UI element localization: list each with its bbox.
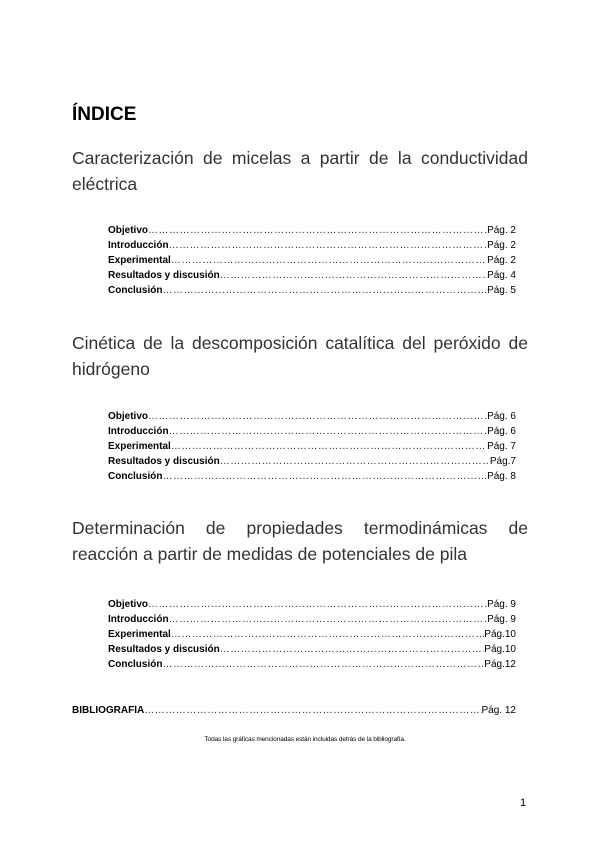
toc-entry-objetivo[interactable]	[108, 599, 516, 614]
toc-list-cinetica	[108, 411, 516, 486]
dot-leader	[144, 705, 481, 716]
toc-entry-introduccion[interactable]	[108, 240, 516, 255]
toc-entry-page: Pág. 8	[487, 471, 516, 482]
dot-leader	[220, 644, 485, 655]
toc-entry-label: Introducción	[108, 426, 169, 437]
toc-entry-introduccion[interactable]	[108, 614, 516, 629]
toc-entry-label: Experimental	[108, 629, 171, 640]
toc-entry-page: Pág. 12	[481, 705, 516, 716]
dot-leader	[169, 614, 488, 625]
toc-entry-page: Pág.10	[484, 629, 516, 640]
toc-entry-label: Objetivo	[108, 225, 149, 236]
dot-leader	[148, 599, 487, 610]
toc-entry-experimental[interactable]	[108, 255, 516, 270]
toc-entry-label: Objetivo	[108, 411, 149, 422]
toc-entry-label: Experimental	[108, 255, 171, 266]
toc-entry-label: Experimental	[108, 441, 171, 452]
dot-leader	[220, 270, 487, 281]
dot-leader	[169, 240, 488, 251]
page-number: 1	[520, 797, 527, 809]
toc-entry-page: Pág. 4	[487, 270, 516, 281]
dot-leader	[171, 441, 487, 452]
toc-entry-page: Pág. 9	[487, 599, 516, 610]
toc-entry-page: Pág.12	[484, 659, 516, 670]
page-title: ÍNDICE	[72, 104, 137, 125]
toc-entry-label: Conclusión	[108, 285, 163, 296]
toc-entry-label: Objetivo	[108, 599, 149, 610]
section-heading-cinetica: Cinética de la descomposición catalítica del peróxido de hidrógeno	[72, 333, 528, 379]
toc-entry-page: Pág. 2	[487, 240, 516, 251]
dot-leader	[162, 471, 487, 482]
toc-list-micelas	[108, 225, 516, 300]
toc-entry-resultados[interactable]	[108, 644, 516, 659]
toc-entry-experimental[interactable]	[108, 629, 516, 644]
toc-entry-label: BIBLIOGRAFÍA	[72, 705, 145, 716]
toc-entry-label: Conclusión	[108, 471, 163, 482]
dot-leader	[148, 225, 487, 236]
toc-entry-page: Pág. 5	[487, 285, 516, 296]
toc-list-termodinamica	[108, 599, 516, 674]
dot-leader	[162, 285, 487, 296]
toc-entry-label: Resultados y discusión	[108, 270, 220, 281]
dot-leader	[171, 255, 487, 266]
toc-entry-page: Pág. 6	[487, 426, 516, 437]
toc-entry-introduccion[interactable]	[108, 426, 516, 441]
toc-entry-resultados[interactable]	[108, 456, 516, 471]
toc-entry-bibliografia[interactable]	[72, 705, 516, 720]
dot-leader	[162, 659, 484, 670]
toc-entry-label: Introducción	[108, 240, 169, 251]
toc-entry-page: Pág. 6	[487, 411, 516, 422]
section-heading-micelas: Caracterización de micelas a partir de la conductividad eléctrica	[72, 148, 528, 194]
toc-entry-page: Pág. 9	[487, 614, 516, 625]
toc-entry-label: Conclusión	[108, 659, 163, 670]
dot-leader	[171, 629, 484, 640]
toc-entry-conclusion[interactable]	[108, 471, 516, 486]
toc-entry-resultados[interactable]	[108, 270, 516, 285]
toc-entry-page: Pág.10	[484, 644, 516, 655]
dot-leader	[220, 456, 490, 467]
toc-entry-conclusion[interactable]	[108, 285, 516, 300]
toc-entry-label: Resultados y discusión	[108, 644, 220, 655]
toc-entry-page: Pág.7	[489, 456, 516, 467]
toc-entry-page: Pág. 2	[487, 255, 516, 266]
toc-entry-page: Pág. 2	[487, 225, 516, 236]
toc-entry-experimental[interactable]	[108, 441, 516, 456]
toc-entry-page: Pág. 7	[487, 441, 516, 452]
toc-entry-objetivo[interactable]	[108, 411, 516, 426]
toc-entry-conclusion[interactable]	[108, 659, 516, 674]
dot-leader	[148, 411, 487, 422]
toc-entry-label: Resultados y discusión	[108, 456, 220, 467]
toc-entry-objetivo[interactable]	[108, 225, 516, 240]
toc-entry-label: Introducción	[108, 614, 169, 625]
footnote: Todas las gráficas mencionadas están incluidas detrás de la bibliografía.	[204, 736, 406, 743]
section-heading-termodinamica: Determinación de propiedades termodinámicas de reacción a partir de medidas de potenciales de pila	[72, 518, 528, 564]
dot-leader	[169, 426, 488, 437]
